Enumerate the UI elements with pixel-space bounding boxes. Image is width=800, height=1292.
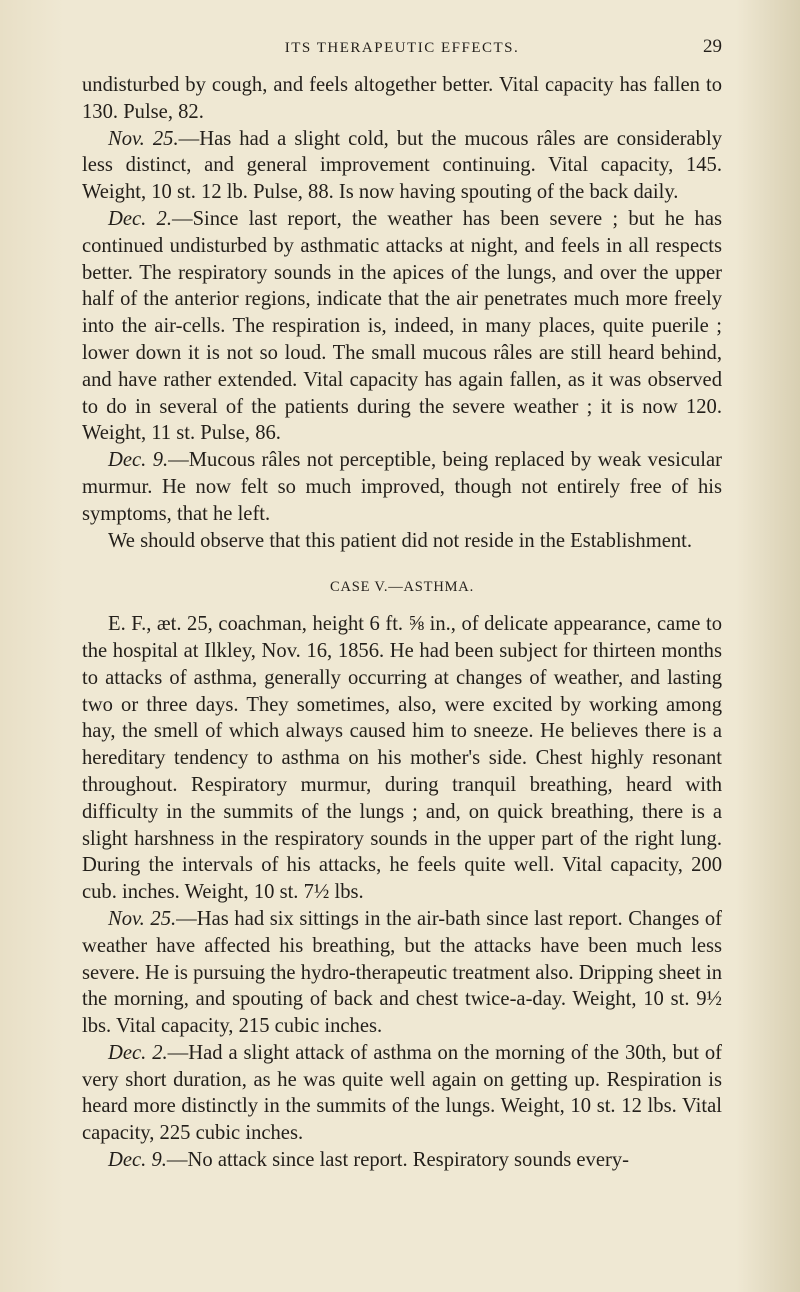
page-header bbox=[82, 36, 722, 70]
entry-date: Dec. 2. bbox=[108, 1041, 168, 1064]
paragraph-nov-25 bbox=[82, 126, 722, 206]
paragraph-case-nov-25 bbox=[82, 906, 722, 1040]
entry-date: Nov. 25. bbox=[108, 907, 177, 930]
paragraph-text: —No attack since last report. Respiratory sounds every- bbox=[166, 1149, 629, 1172]
paragraph-dec-9 bbox=[82, 447, 722, 527]
entry-date: Dec. 9. bbox=[108, 1149, 167, 1172]
paragraph-case-intro bbox=[82, 611, 722, 906]
entry-date: Dec. 2. bbox=[108, 207, 172, 230]
paragraph-text: —Since last report, the weather has been severe ; but he has continued undisturbed by asthmatic attacks at night, and feels in all respects better. The respiratory sounds in the apices of the lungs, and over the upper half of the anterior regions, indicate that the air penetrates much more freely into the air-cells. The respiration is, indeed, in many places, quite puerile ; lower down it is not so loud. The small mucous râles are still heard behind, and have rather extended. Vital capacity has again fallen, as it was observed to do in several of the patients during the severe weather ; it is now 120. Weight, 11 st. Pulse, 86. bbox=[82, 207, 722, 445]
paragraph-case-dec-9 bbox=[82, 1147, 722, 1174]
running-head: ITS THERAPEUTIC EFFECTS. bbox=[284, 40, 520, 56]
page-number: 29 bbox=[703, 36, 722, 57]
paragraph-text: —Mucous râles not perceptible, being replaced by weak vesicular murmur. He now felt so much improved, though not entirely free of his symptoms, that he left. bbox=[82, 449, 722, 525]
paragraph-text: E. F., æt. 25, coachman, height 6 ft. ⅝ in., of delicate appearance, came to the hospital at Ilkley, Nov. 16, 1856. He had been subject for thirteen months to attacks of asthma, generally occurring at changes of weather, and lasting two or three days. They sometimes, also, were excited by working among hay, the smell of which always caused him to sneeze. He believes there is a hereditary tendency to asthma on his mother's side. Chest highly resonant throughout. Respiratory murmur, during tranquil breathing, heard with difficulty in the summits of the lungs ; and, on quick breathing, there is a slight harshness in the respiratory sounds in the upper part of the right lung. During the intervals of his attacks, he feels quite well. Vital capacity, 200 cub. inches. Weight, 10 st. 7½ lbs. bbox=[82, 613, 722, 904]
paragraph-observation bbox=[82, 528, 722, 555]
paragraph-case-dec-2 bbox=[82, 1040, 722, 1147]
paragraph-dec-2 bbox=[82, 206, 722, 447]
paragraph-text: —Has had a slight cold, but the mucous râles are considerably less distinct, and general improvement continuing. Vital capacity, 145. Weight, 10 st. 12 lb. Pulse, 88. Is now having spouting of the back daily. bbox=[82, 127, 722, 204]
paragraph-text: We should observe that this patient did not reside in the Establishment. bbox=[108, 529, 693, 552]
case-heading: CASE V.—ASTHMA. bbox=[329, 579, 474, 596]
entry-date: Nov. 25. bbox=[108, 127, 179, 150]
entry-date: Dec. 9. bbox=[108, 449, 169, 472]
page-body bbox=[82, 72, 722, 1174]
paragraph-text: undisturbed by cough, and feels altogether better. Vital capacity has fallen to 130. Pulse, 82. bbox=[82, 74, 722, 123]
paragraph-continuation bbox=[82, 72, 722, 126]
paragraph-text: —Had a slight attack of asthma on the morning of the 30th, but of very short duration, as he was quite well again on getting up. Respiration is heard more distinctly in the summits of the lungs. Weight, 10 st. 12 lbs. Vital capacity, 225 cubic inches. bbox=[82, 1041, 722, 1145]
paragraph-text: —Has had six sittings in the air-bath since last report. Changes of weather have affected his breathing, but the attacks have been much less severe. He is pursuing the hydro-therapeutic treatment also. Dripping sheet in the morning, and spouting of back and chest twice-a-day. Weight, 10 st. 9½ lbs. Vital capacity, 215 cubic inches. bbox=[82, 907, 722, 1038]
